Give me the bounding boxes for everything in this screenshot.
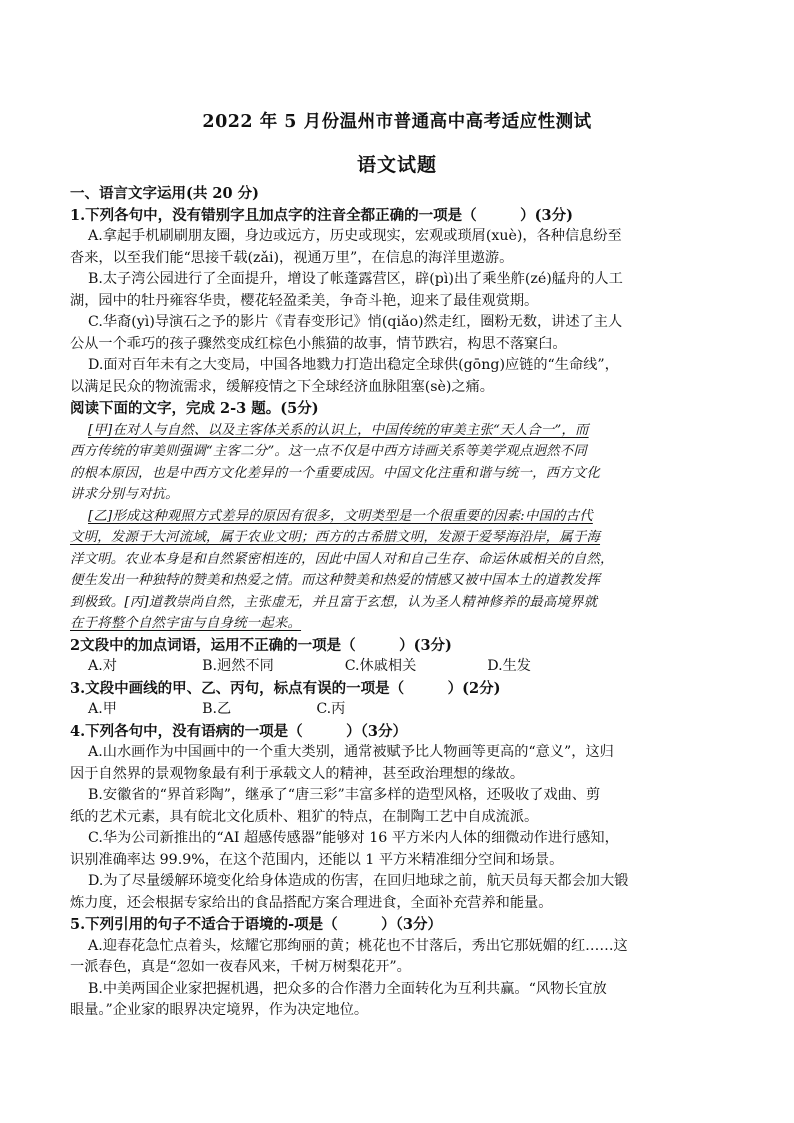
text-line: 湖，园中的牡丹雍容华贵，樱花轻盈柔美，争奇斗艳，迎来了最佳观赏期。 — [70, 292, 539, 309]
text-line: 西方传统的审美则强调“主客二分”。这一点不仅是中西方诗画关系等美学观点迥然不同 — [70, 444, 587, 459]
text-line: [乙]形成这种观照方式差异的原因有很多，文明类型是一个很重要的因素:中国的古代 — [88, 508, 593, 524]
text-line: 因于自然界的景观物象最有利于承载文人的精神，甚至政治理想的缘故。 — [70, 765, 525, 782]
text-line: 阅读下面的文字，完成 2-3 题。(5分) — [70, 400, 319, 417]
text-line: 1.下列各句中，没有错别字且加点字的注音全都正确的一项是（ ）(3分) — [70, 206, 573, 224]
text-line: 洋文明。农业本身是和自然紧密相连的，因此中国人对和自己生存、命运休戚相关的自然， — [70, 551, 614, 567]
text-line: A.对 B.迥然不同 C.休戚相关 D.生发 — [88, 658, 531, 674]
text-line: 到极致。[丙]道教崇尚自然，主张虚无，并且富于玄想，认为圣人精神修养的最高境界就 — [70, 594, 598, 610]
text-line: 5.下列引用的句子不适合于语境的-项是（ ）（3分） — [70, 916, 442, 933]
exam-content — [70, 183, 720, 1022]
text-line: A.甲 B.乙 C.丙 — [88, 701, 346, 717]
text-line: 文明，发源于大河流域，属于农业文明；西方的古希腊文明，发源于爱琴海沿岸，属于海 — [70, 530, 601, 545]
text-line: [甲]在对人与自然、以及主客体关系的认识上，中国传统的审美主张“天人合一”，而 — [88, 422, 589, 438]
text-line: 的根本原因，也是中西方文化差异的一个重要成因。中国文化注重和谐与统一，西方文化 — [70, 465, 601, 481]
text-line: B.中美两国企业家把握机遇，把众多的合作潜力全面转化为互利共赢。“风物长宜放 — [88, 980, 607, 997]
text-line: C.华裔(yì)导演石之予的影片《青春变形记》悄(qiǎo)然走红，圈粉无数，讲述了主人 — [88, 314, 623, 330]
text-line: 一派春色，真是“忽如一夜春风来，千树万树梨花开”。 — [70, 959, 411, 975]
text-line: 识别准确率达 99.9%，在这个范围内，还能以 1 平方米精准细分空间和场景。 — [70, 851, 564, 868]
text-line: 炼力度，还会根据专家给出的食品搭配方案合理进食，全面补充营养和能量。 — [70, 894, 553, 911]
text-line: A.迎春花急忙点着头，炫耀它那绚丽的黄；桃花也不甘落后，秀出它那妩媚的红……这 — [88, 937, 628, 954]
text-line: 沓来，以至我们能“思接千载(zǎi)，视通万里”，在信息的海洋里遨游。 — [70, 249, 514, 266]
text-line: C.华为公司新推出的“AI 超感传感器”能够对 16 平方米内人体的细微动作进行感知， — [88, 830, 619, 846]
text-line: 便生发出一种独特的赞美和热爱之情。而这种赞美和热爱的情感又被中国本土的道教发挥 — [70, 573, 601, 588]
text-line: 讲求分别与对抗。 — [70, 487, 179, 502]
exam-subtitle: 语文试题 — [356, 154, 437, 176]
text-line: 眼量。”企业家的眼界决定境界，作为决定地位。 — [70, 1002, 369, 1018]
text-line: 纸的艺术元素，具有皖北文化质朴、粗犷的特点，在制陶工艺中自成流派。 — [70, 808, 539, 825]
text-line: A.拿起手机刷刷朋友圈，身边或远方，历史或现实，宏观或琐屑(xuè)，各种信息纷至 — [88, 228, 622, 244]
text-line: 在于将整个自然宇宙与自身统一起来。 — [70, 616, 302, 631]
text-line: 2文段中的加点词语，运用不正确的一项是（ ）(3分) — [70, 636, 452, 654]
text-line: A.山水画作为中国画中的一个重大类别，通常被赋予比人物画等更高的“意义”，这归 — [88, 744, 614, 760]
text-line: 公从一个乖巧的孩子骤然变成红棕色小熊猫的故事，情节跌宕，构思不落窠臼。 — [70, 335, 567, 352]
text-line: D.为了尽量缓解环境变化给身体造成的伤害，在回归地球之前，航天员每天都会加大锻 — [88, 873, 629, 889]
text-line: B.太子湾公园进行了全面提升，增设了帐蓬露营区，辟(pì)出了乘坐舴(zé)艋舟的人工 — [88, 271, 623, 287]
exam-title: 2022 年 5 月份温州市普通高中高考适应性测试 — [202, 112, 592, 132]
text-line: B.安徽省的“界首彩陶”，继承了“唐三彩”丰富多样的造型风格，还吸收了戏曲、剪 — [88, 787, 601, 803]
text-line: D.面对百年未有之大变局，中国各地戮力打造出稳定全球供(gōng)应链的“生命线”， — [88, 357, 619, 373]
text-line: 3.文段中画线的甲、乙、丙句，标点有误的一项是（ ）(2分) — [70, 679, 501, 697]
text-line: 4.下列各句中，没有语病的一项是（ ）（3分） — [70, 722, 407, 740]
text-line: 以满足民众的物流需求，缓解疫情之下全球经济血脉阻塞(sè)之痛。 — [70, 378, 494, 395]
text-line: 一、语言文字运用(共 20 分) — [70, 185, 259, 202]
